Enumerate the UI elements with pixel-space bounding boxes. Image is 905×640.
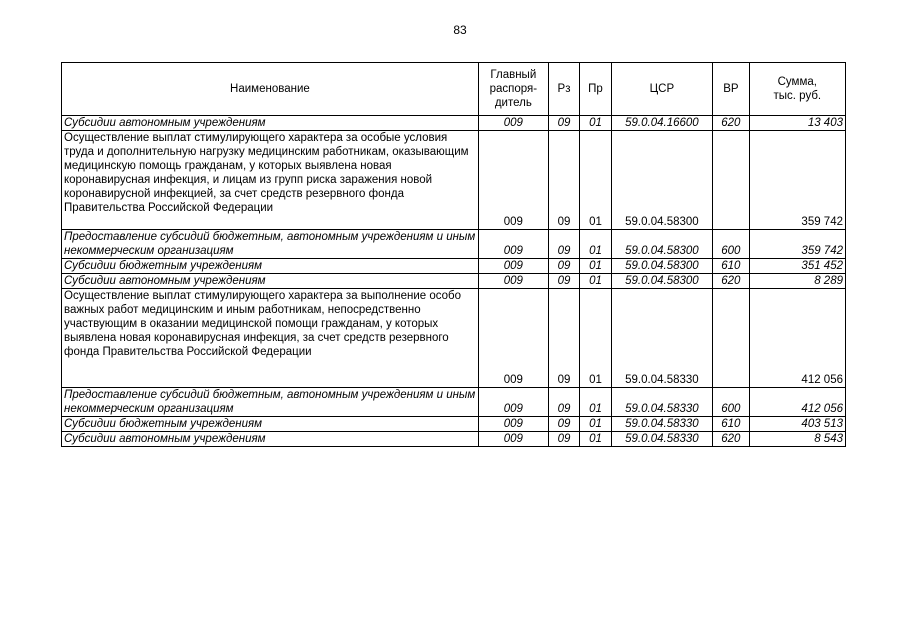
row-name: Субсидии автономным учреждениям: [62, 116, 479, 131]
header-main-manager-line: дитель: [494, 97, 532, 109]
header-sum-line: тыс. руб.: [773, 90, 822, 102]
row-csr: 59.0.04.58300: [611, 274, 712, 289]
row-sum: 8 289: [749, 274, 845, 289]
row-pr: 01: [580, 230, 611, 259]
row-name: Предоставление субсидий бюджетным, автономным учреждениям и иным некоммерческим организациям: [62, 230, 479, 259]
row-name: Субсидии автономным учреждениям: [62, 274, 479, 289]
table-row: [62, 417, 846, 432]
row-rz: 09: [548, 131, 579, 230]
row-name: Предоставление субсидий бюджетным, автономным учреждениям и иным некоммерческим организациям: [62, 388, 479, 417]
row-rz: 09: [548, 230, 579, 259]
header-vr: ВР: [713, 63, 750, 116]
row-main-manager: 009: [478, 131, 548, 230]
row-csr: 59.0.04.16600: [611, 116, 712, 131]
row-sum: 412 056: [749, 289, 845, 388]
row-rz: 09: [548, 289, 579, 388]
row-sum: 403 513: [749, 417, 845, 432]
row-main-manager: 009: [478, 230, 548, 259]
header-sum: [749, 63, 845, 116]
header-sum-line: Сумма,: [777, 76, 817, 88]
row-csr: 59.0.04.58330: [611, 432, 712, 447]
row-main-manager: 009: [478, 417, 548, 432]
row-pr: 01: [580, 432, 611, 447]
row-rz: 09: [548, 116, 579, 131]
row-rz: 09: [548, 274, 579, 289]
table-row: [62, 116, 846, 131]
row-main-manager: 009: [478, 274, 548, 289]
row-csr: 59.0.04.58300: [611, 131, 712, 230]
row-main-manager: 009: [478, 432, 548, 447]
row-pr: 01: [580, 417, 611, 432]
row-pr: 01: [580, 131, 611, 230]
header-main-manager-line: Главный: [490, 69, 537, 81]
row-pr: 01: [580, 259, 611, 274]
row-rz: 09: [548, 388, 579, 417]
row-csr: 59.0.04.58300: [611, 259, 712, 274]
table-row: [62, 432, 846, 447]
row-main-manager: 009: [478, 388, 548, 417]
row-name: Осуществление выплат стимулирующего характера за выполнение особо важных работ медицинским и иным работникам, непосредственно участвующим в оказании медицинской помощи гражданам, у которых выявлена новая коронавирусная инфекция, за счет средств резервного фонда Правительства Российской Федерации: [62, 289, 479, 388]
row-vr: 600: [713, 230, 750, 259]
row-vr: 600: [713, 388, 750, 417]
table-row: [62, 388, 846, 417]
row-name: Осуществление выплат стимулирующего характера за особые условия труда и дополнительную нагрузку медицинским работникам, оказывающим медицинскую помощь гражданам, у которых выявлена новая коронавирусная инфекция, и лицам из групп риска заражения новой коронавирусной инфекцией, за счет средств резервного фонда Правительства Российской Федерации: [62, 131, 479, 230]
row-csr: 59.0.04.58300: [611, 230, 712, 259]
table-row: [62, 259, 846, 274]
row-rz: 09: [548, 417, 579, 432]
row-name: Субсидии бюджетным учреждениям: [62, 259, 479, 274]
row-sum: 412 056: [749, 388, 845, 417]
row-name: Субсидии автономным учреждениям: [62, 432, 479, 447]
row-sum: 8 543: [749, 432, 845, 447]
table-row: [62, 230, 846, 259]
header-csr: ЦСР: [611, 63, 712, 116]
table-row: [62, 131, 846, 230]
page-number: 83: [453, 23, 467, 37]
row-vr: [713, 289, 750, 388]
row-csr: 59.0.04.58330: [611, 417, 712, 432]
row-rz: 09: [548, 259, 579, 274]
table-row: [62, 274, 846, 289]
header-rz: Рз: [548, 63, 579, 116]
row-sum: 359 742: [749, 131, 845, 230]
header-main-manager-line: распоря-: [489, 83, 538, 95]
row-main-manager: 009: [478, 116, 548, 131]
row-vr: 610: [713, 417, 750, 432]
table-row: [62, 289, 846, 388]
row-pr: 01: [580, 289, 611, 388]
row-pr: 01: [580, 388, 611, 417]
row-rz: 09: [548, 432, 579, 447]
row-vr: [713, 131, 750, 230]
row-csr: 59.0.04.58330: [611, 388, 712, 417]
row-vr: 620: [713, 274, 750, 289]
row-vr: 610: [713, 259, 750, 274]
row-csr: 59.0.04.58330: [611, 289, 712, 388]
row-vr: 620: [713, 116, 750, 131]
header-pr: Пр: [580, 63, 611, 116]
row-sum: 351 452: [749, 259, 845, 274]
row-sum: 13 403: [749, 116, 845, 131]
row-main-manager: 009: [478, 289, 548, 388]
header-main-manager: [478, 63, 548, 116]
row-pr: 01: [580, 116, 611, 131]
table-header-row: [62, 63, 846, 116]
row-sum: 359 742: [749, 230, 845, 259]
row-vr: 620: [713, 432, 750, 447]
row-pr: 01: [580, 274, 611, 289]
row-name: Субсидии бюджетным учреждениям: [62, 417, 479, 432]
budget-table: [61, 62, 846, 447]
row-main-manager: 009: [478, 259, 548, 274]
header-name: Наименование: [62, 63, 479, 116]
